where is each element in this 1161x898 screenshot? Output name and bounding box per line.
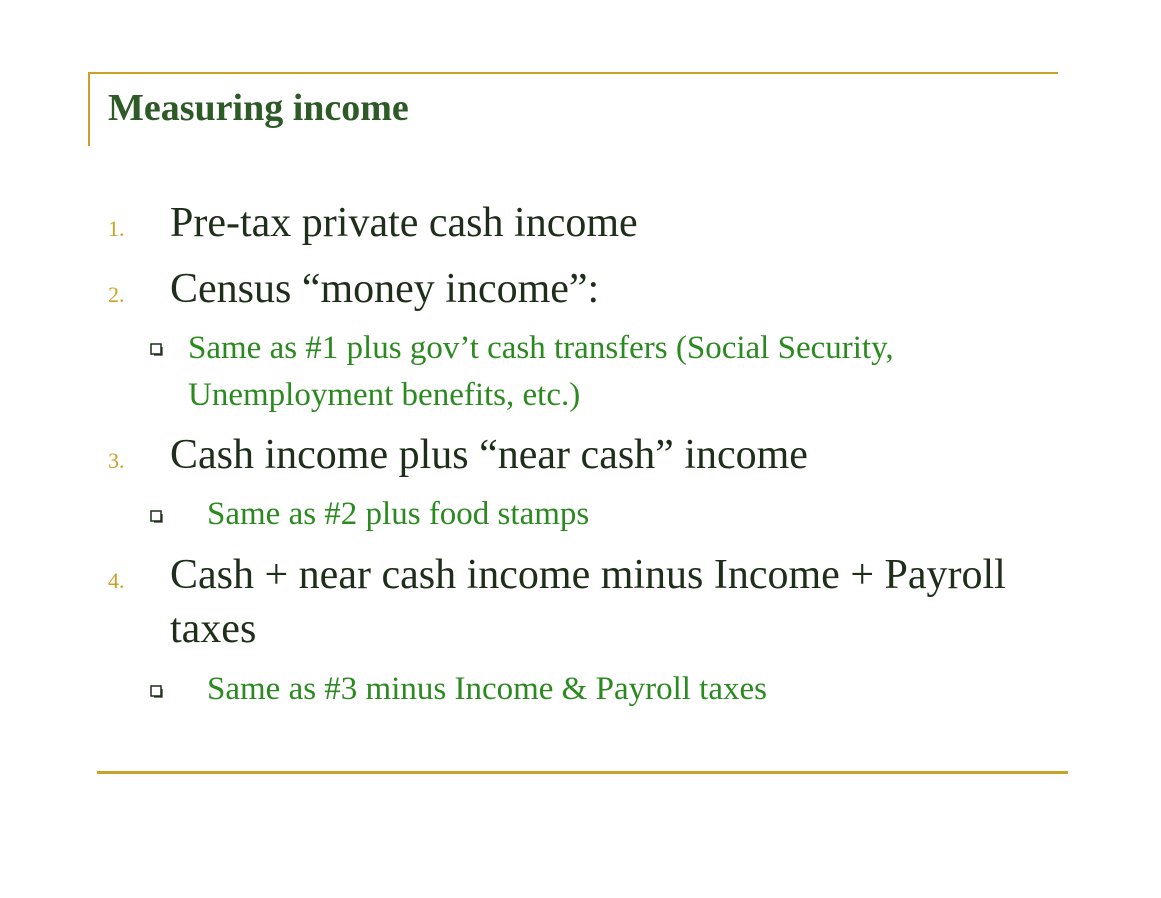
sub-item-2-line1: Same as #1 plus gov’t cash transfers (Social Security, <box>188 330 894 366</box>
sub-item-2-line2: Unemployment benefits, etc.) <box>188 377 581 413</box>
list-item-3: Cash income plus “near cash” income <box>170 432 808 478</box>
list-item-1: Pre-tax private cash income <box>170 200 638 246</box>
sub-item-4-line1: Same as #3 minus Income & Payroll taxes <box>207 671 767 707</box>
list-number-4: 4. <box>108 568 125 593</box>
list-number-1: 1. <box>108 216 125 241</box>
title-rule-top <box>88 72 1058 74</box>
list-number-2: 2. <box>108 282 125 307</box>
slide-title: Measuring income <box>108 87 409 129</box>
list-item-2: Census “money income”: <box>170 266 600 312</box>
list-item-4-line1: Cash + near cash income minus Income + Payroll <box>170 552 1006 598</box>
bottom-rule <box>97 771 1068 774</box>
hollow-square-bullet-icon <box>150 685 163 698</box>
hollow-square-bullet-icon <box>150 343 163 356</box>
title-rule-left <box>88 72 90 146</box>
list-item-4-line2: taxes <box>170 606 257 652</box>
list-number-3: 3. <box>108 448 125 473</box>
hollow-square-bullet-icon <box>150 510 163 523</box>
sub-item-3-line1: Same as #2 plus food stamps <box>207 496 590 532</box>
